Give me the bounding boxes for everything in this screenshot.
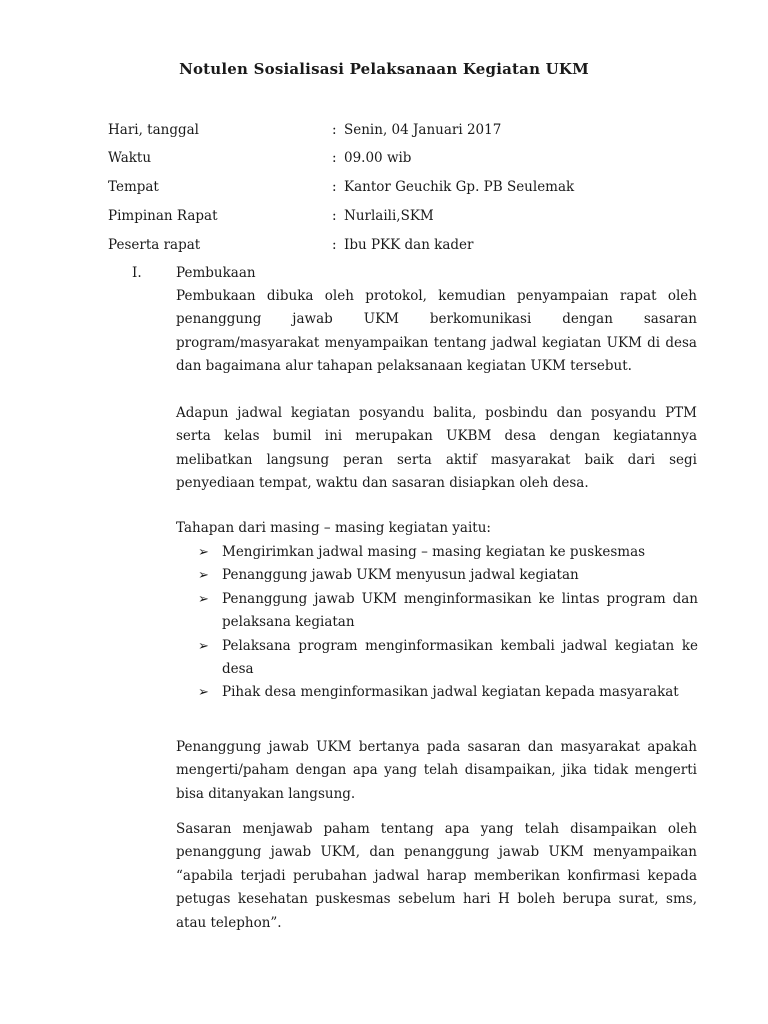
paragraph-answer: Sasaran menjawab paham tentang apa yang telah disampaikan oleh penanggung jawab UKM, dan penanggung jawab UKM menyampaikan “apabila terjadi perubahan jadwal harap memberikan konfirmasi kepada petugas kesehatan puskesmas sebelum hari H boleh berupa surat, sms, atau telephon”. (176, 821, 697, 931)
list-item (198, 635, 698, 682)
paragraph-question: Penanggung jawab UKM bertanya pada sasaran dan masyarakat apakah mengerti/paham dengan apa yang telah disampaikan, jika tidak mengerti bisa ditanyakan langsung. (176, 739, 697, 802)
paragraph-opening: Pembukaan dibuka oleh protokol, kemudian penyampaian rapat oleh penanggung jawab UKM berkomunikasi dengan sasaran program/masyarakat menyampaikan tentang jadwal kegiatan UKM di desa dan bagaimana alur tahapan pelaksanaan kegiatan UKM tersebut. (176, 288, 697, 375)
step-text: Pihak desa menginformasikan jadwal kegiatan kepada masyarakat (222, 684, 679, 701)
meta-colon: : (332, 179, 337, 195)
arrow-bullet-icon: ➢ (198, 545, 209, 560)
arrow-bullet-icon: ➢ (198, 591, 209, 607)
meta-row-time (108, 148, 708, 168)
step-text: Penanggung jawab UKM menginformasikan ke lintas program dan pelaksana kegiatan (222, 590, 698, 631)
arrow-bullet-icon: ➢ (198, 685, 209, 701)
steps-list (198, 541, 698, 705)
meta-label: Tempat (108, 179, 159, 195)
meta-value: Ibu PKK dan kader (344, 237, 474, 253)
meta-value: Nurlaili,SKM (344, 208, 434, 224)
meta-row-place (108, 177, 708, 197)
meta-row-date (108, 120, 708, 140)
meta-colon: : (332, 208, 337, 224)
list-item (198, 588, 698, 635)
meta-label: Peserta rapat (108, 237, 201, 253)
section-title: Pembukaan (176, 265, 256, 281)
meta-value: 09.00 wib (344, 150, 412, 166)
meta-row-leader (108, 206, 708, 226)
meta-colon: : (332, 150, 337, 166)
arrow-bullet-icon: ➢ (198, 568, 209, 584)
meta-label: Pimpinan Rapat (108, 208, 218, 224)
step-text: Pelaksana program menginformasikan kembali jadwal kegiatan ke desa (222, 637, 698, 678)
list-item (198, 681, 698, 704)
arrow-bullet-icon: ➢ (198, 638, 209, 654)
list-item (198, 564, 698, 587)
meta-label: Waktu (108, 150, 152, 166)
meta-row-participants (108, 235, 708, 255)
list-item (198, 541, 698, 564)
meta-colon: : (332, 237, 337, 253)
meta-value: Kantor Geuchik Gp. PB Seulemak (344, 179, 575, 195)
step-text: Mengirimkan jadwal masing – masing kegiatan ke puskesmas (222, 544, 646, 560)
document-title: Notulen Sosialisasi Pelaksanaan Kegiatan UKM (179, 60, 589, 78)
section-number: I. (132, 265, 142, 281)
meta-label: Hari, tanggal (108, 122, 199, 138)
step-text: Penanggung jawab UKM menyusun jadwal kegiatan (222, 567, 579, 584)
steps-intro: Tahapan dari masing – masing kegiatan yaitu: (176, 520, 491, 536)
meta-value: Senin, 04 Januari 2017 (344, 122, 502, 138)
meta-colon: : (332, 122, 337, 138)
paragraph-schedule: Adapun jadwal kegiatan posyandu balita, posbindu dan posyandu PTM serta kelas bumil ini merupakan UKBM desa dengan kegiatannya melibatkan langsung peran serta aktif masyarakat baik dari segi penyediaan tempat, waktu dan sasaran disiapkan oleh desa. (176, 405, 697, 492)
